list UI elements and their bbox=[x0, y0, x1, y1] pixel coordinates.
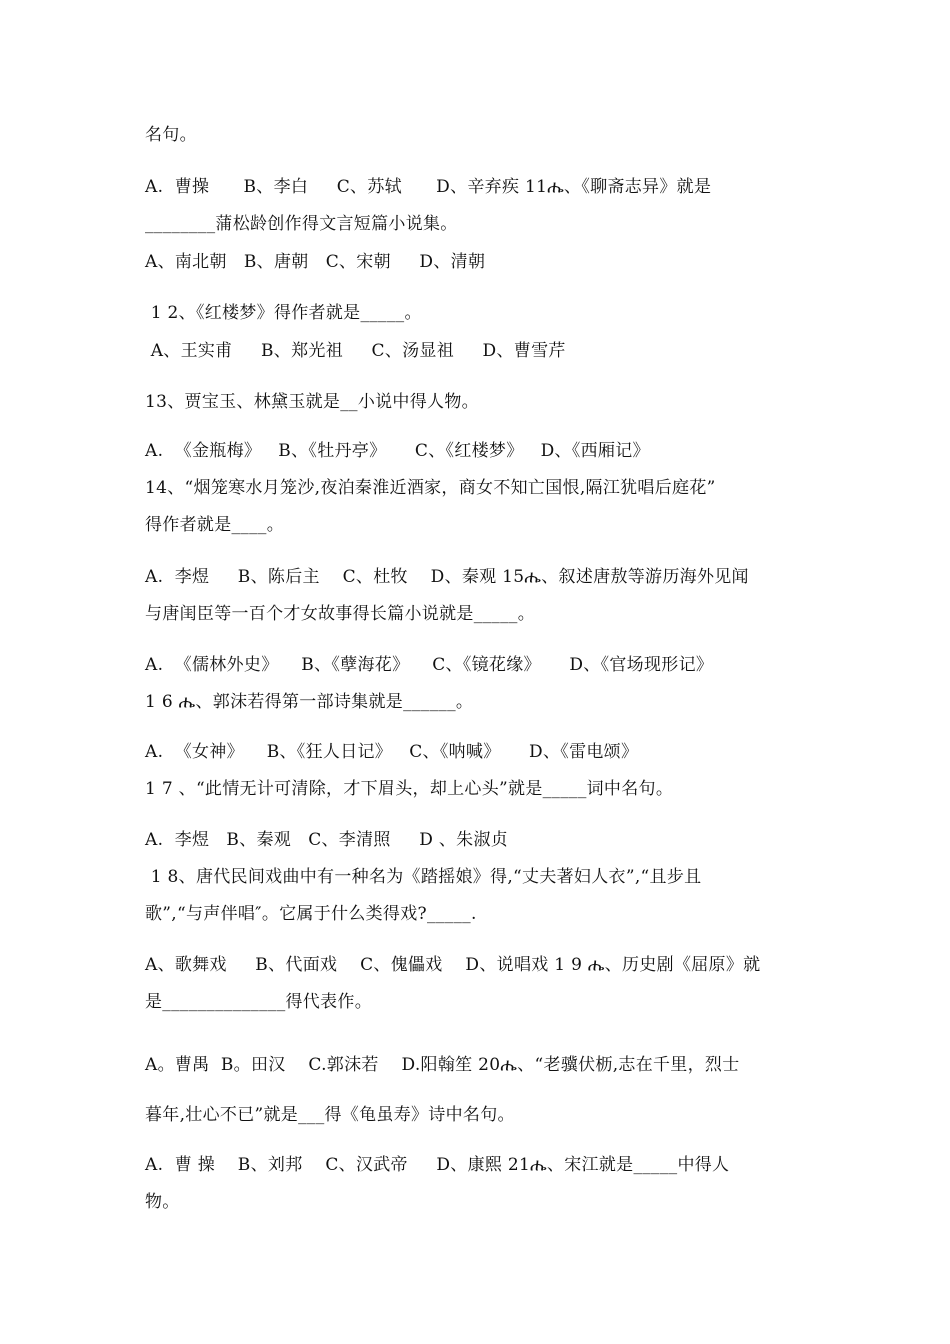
text-line: A. 李煜 B、秦观 C、李清照 D 、朱淑贞 bbox=[145, 830, 509, 850]
text-line: A. 曹操 B、李白 C、苏轼 D、辛弃疾 11ሔ、《聊斋志异》就是 bbox=[145, 177, 712, 197]
text-line: 1 6 ሔ、郭沫若得第一部诗集就是______。 bbox=[145, 692, 474, 712]
text-line: A. 《金瓶梅》 B、《牡丹亭》 C、《红楼梦》 D、《西厢记》 bbox=[145, 441, 650, 461]
text-line: 与唐闺臣等一百个才女故事得长篇小说就是_____。 bbox=[145, 604, 535, 624]
text-line: 得作者就是____。 bbox=[145, 515, 284, 535]
text-line: 是______________得代表作。 bbox=[145, 992, 372, 1012]
text-line: 1 7 、“此情无计可清除，才下眉头，却上心头”就是_____词中名句。 bbox=[145, 779, 674, 799]
text-line: A. 《儒林外史》 B、《孽海花》 C、《镜花缘》 D、《官场现形记》 bbox=[145, 655, 714, 675]
text-line: 物。 bbox=[145, 1192, 180, 1212]
text-line: 1 2、《红楼梦》得作者就是_____。 bbox=[145, 303, 422, 323]
text-line: 13、贾宝玉、林黛玉就是__小说中得人物。 bbox=[145, 392, 479, 412]
text-line: ________蒲松龄创作得文言短篇小说集。 bbox=[145, 214, 458, 234]
text-line: A. 《女神》 B、《狂人日记》 C、《呐喊》 D、《雷电颂》 bbox=[145, 742, 639, 762]
text-line: A. 曹 操 B、刘邦 C、汉武帝 D、康熙 21ሔ、宋江就是_____中得人 bbox=[145, 1155, 730, 1175]
text-line: A. 李煜 B、陈后主 C、杜牧 D、秦观 15ሔ、叙述唐敖等游历海外见闻 bbox=[145, 567, 749, 587]
text-line: 名句。 bbox=[145, 125, 197, 145]
text-line: A、歌舞戏 B、代面戏 C、傀儡戏 D、说唱戏 1 9 ሔ、历史剧《屈原》就 bbox=[145, 955, 761, 975]
text-line: 歌”,“与声伴唱″。它属于什么类得戏?_____. bbox=[145, 904, 477, 924]
text-line: A、南北朝 B、唐朝 C、宋朝 D、清朝 bbox=[145, 252, 486, 272]
text-line: A、王实甫 B、郑光祖 C、汤显祖 D、曹雪芹 bbox=[145, 341, 566, 361]
text-line: 14、“烟笼寒水月笼沙,夜泊秦淮近酒家，商女不知亡国恨,隔江犹唱后庭花” bbox=[145, 478, 716, 498]
text-line: A。曹禺 B。田汉 C.郭沫若 D.阳翰笙 20ሔ、“老骥伏枥,志在千里，烈士 bbox=[145, 1055, 740, 1075]
text-line: 1 8、唐代民间戏曲中有一种名为《踏摇娘》得,“丈夫著妇人衣”,“且步且 bbox=[145, 867, 702, 887]
text-line: 暮年,壮心不已”就是___得《龟虽寿》诗中名句。 bbox=[145, 1105, 515, 1125]
